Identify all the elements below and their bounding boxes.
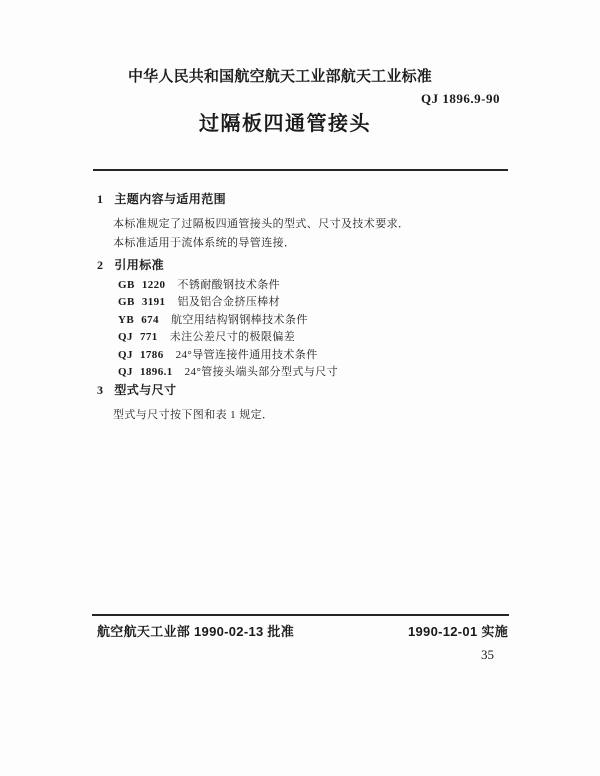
section-1-number: 1	[97, 192, 104, 206]
reference-item	[118, 294, 338, 311]
reference-list	[118, 277, 338, 381]
reference-title: 不锈耐酸钢技术条件	[177, 279, 281, 291]
reference-item	[118, 277, 338, 294]
document-title: 过隔板四通管接头	[199, 113, 371, 135]
section-3-heading	[97, 381, 176, 398]
reference-title: 未注公差尺寸的极限偏差	[169, 331, 296, 344]
reference-title: 24°导管连接件通用技术条件	[175, 348, 318, 361]
reference-code: QJ 1786	[118, 348, 164, 361]
implementation-statement: 1990-12-01 实施	[407, 624, 508, 639]
reference-item	[118, 329, 338, 346]
section-2-title: 引用标准	[114, 258, 165, 272]
footer-divider	[92, 614, 509, 616]
section-3-number: 3	[97, 383, 104, 397]
reference-code: GB 1220	[118, 279, 166, 291]
reference-code: QJ 771	[118, 331, 158, 344]
section-1-paragraph-2: 本标准适用于流体系统的导管连接．	[113, 237, 296, 249]
page-number: 35	[481, 647, 494, 662]
reference-title: 铝及铝合金挤压棒材	[177, 296, 281, 309]
section-1-paragraph-1: 本标准规定了过隔板四通管接头的型式、尺寸及技术要求．	[113, 218, 410, 230]
reference-code: QJ 1896.1	[118, 365, 173, 378]
reference-item	[118, 364, 338, 381]
standard-number: QJ 1896.9-90	[421, 91, 500, 106]
section-1-title: 主题内容与适用范围	[114, 192, 227, 206]
section-1-heading	[97, 190, 226, 207]
section-3-paragraph-1: 型式与尺寸按下图和表 1 规定．	[113, 409, 274, 421]
reference-title: 24°管接头端头部分型式与尺寸	[184, 365, 339, 378]
reference-item	[118, 347, 338, 364]
section-2-heading	[97, 256, 164, 273]
header-divider	[93, 169, 508, 171]
standard-org-line: 中华人民共和国航空航天工业部航天工业标准	[127, 68, 432, 85]
reference-item	[118, 312, 338, 329]
reference-code: YB 674	[118, 313, 159, 326]
section-2-number: 2	[97, 258, 104, 272]
approval-statement: 航空航天工业部 1990-02-13 批准	[97, 624, 295, 639]
reference-title: 航空用结构钢钢棒技术条件	[170, 313, 308, 326]
section-3-title: 型式与尺寸	[114, 383, 177, 397]
reference-code: GB 3191	[118, 296, 166, 309]
